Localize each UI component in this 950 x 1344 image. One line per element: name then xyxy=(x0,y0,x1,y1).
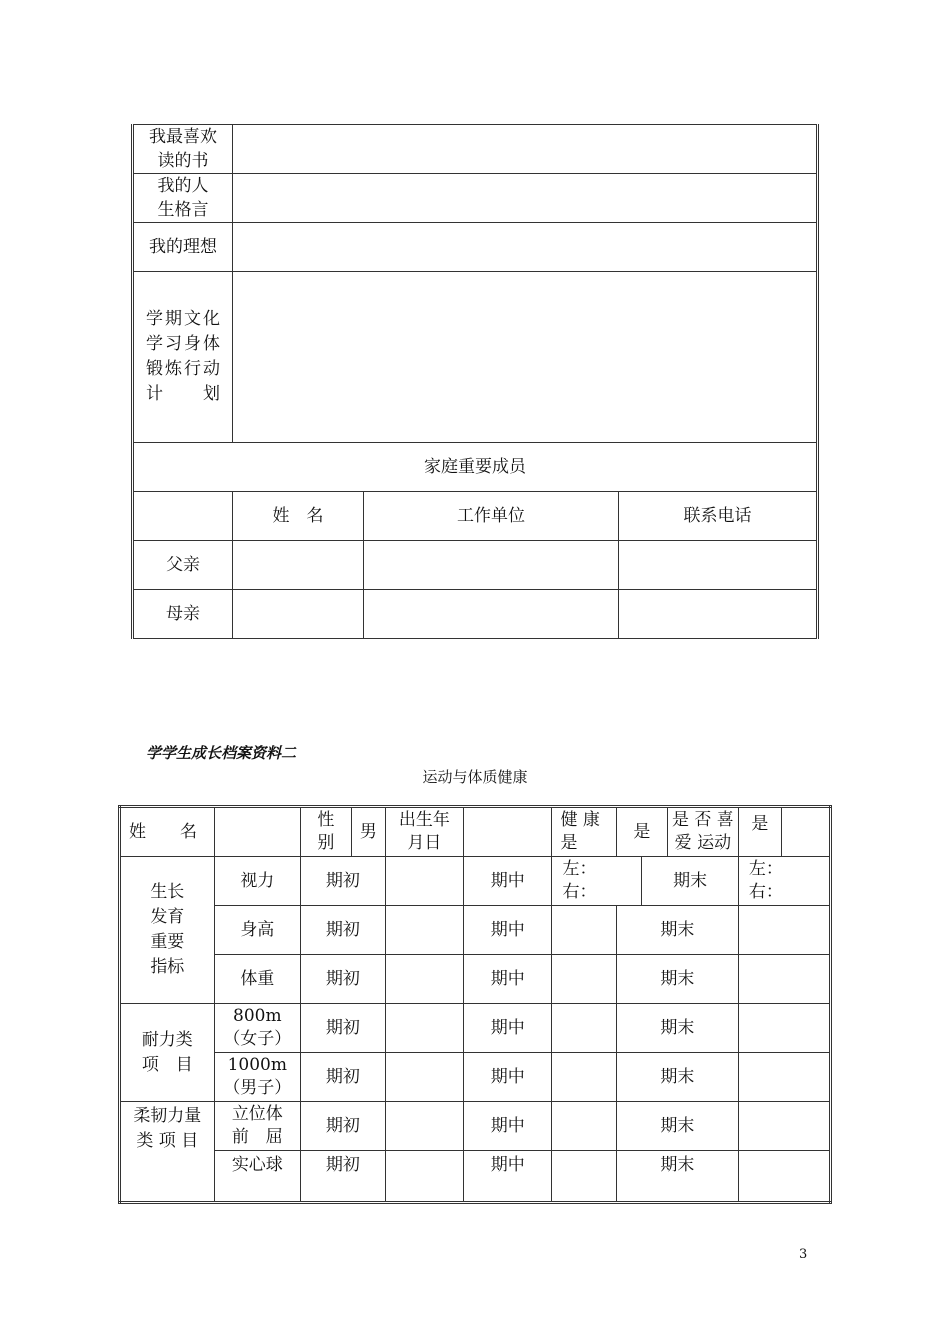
mother-phone-field[interactable] xyxy=(619,590,818,639)
col-name: 姓 名 xyxy=(233,492,364,541)
sitreach-early-field[interactable] xyxy=(385,1102,463,1151)
sitreach-label: 立位体前 屈 xyxy=(214,1102,300,1151)
personal-info-table xyxy=(131,124,819,639)
height-mid-label: 期中 xyxy=(463,906,551,955)
run1000-label: 1000m（男子） xyxy=(214,1053,300,1102)
gender-group xyxy=(301,807,386,857)
vision-mid-group xyxy=(552,857,738,906)
ball-early-field[interactable] xyxy=(385,1151,463,1203)
sitreach-mid-field[interactable] xyxy=(552,1102,616,1151)
sport-label: 是 否 喜 爱 运动 xyxy=(671,810,734,853)
run800-early-label: 期初 xyxy=(301,1004,386,1053)
run1000-early-field[interactable] xyxy=(385,1053,463,1102)
weight-label: 体重 xyxy=(214,955,300,1004)
run800-end-label: 期末 xyxy=(616,1004,738,1053)
vision-label: 视力 xyxy=(214,857,300,906)
sitreach-end-label: 期末 xyxy=(616,1102,738,1151)
section-subtitle: 运动与体质健康 xyxy=(422,768,528,786)
family-blank-cell xyxy=(133,492,233,541)
father-label: 父亲 xyxy=(133,541,233,590)
birth-field[interactable] xyxy=(463,807,551,857)
vision-mid-label: 期中 xyxy=(463,857,551,906)
height-early-field[interactable] xyxy=(385,906,463,955)
ball-mid-label: 期中 xyxy=(463,1151,551,1203)
ball-early-label: 期初 xyxy=(301,1151,386,1203)
growth-label: 生长发育重要指标 xyxy=(120,857,215,1004)
run800-early-field[interactable] xyxy=(385,1004,463,1053)
flex-label: 柔韧力量类 项 目 xyxy=(120,1102,215,1203)
health-label: 健 康 是 xyxy=(552,807,616,857)
mother-work-field[interactable] xyxy=(364,590,619,639)
name-label: 姓 名 xyxy=(120,807,215,857)
plan-field[interactable] xyxy=(233,272,818,443)
vision-mid-left-right[interactable]: 左：右： xyxy=(552,857,642,905)
run1000-mid-field[interactable] xyxy=(552,1053,616,1102)
mother-name-field[interactable] xyxy=(233,590,364,639)
name-field[interactable] xyxy=(214,807,300,857)
col-phone: 联系电话 xyxy=(619,492,818,541)
father-name-field[interactable] xyxy=(233,541,364,590)
height-label: 身高 xyxy=(214,906,300,955)
section-title: 学学生成长档案资料二 xyxy=(146,744,297,762)
ideal-label: 我的理想 xyxy=(133,223,233,272)
sport-value-group xyxy=(738,807,830,857)
father-phone-field[interactable] xyxy=(619,541,818,590)
sport-value: 是 xyxy=(739,808,782,856)
run800-mid-label: 期中 xyxy=(463,1004,551,1053)
col-work: 工作单位 xyxy=(364,492,619,541)
fav-book-label: 我最喜欢读的书 xyxy=(133,125,233,174)
run800-label: 800m（女子） xyxy=(214,1004,300,1053)
endurance-label: 耐力类项 目 xyxy=(120,1004,215,1102)
motto-field[interactable] xyxy=(233,174,818,223)
weight-mid-label: 期中 xyxy=(463,955,551,1004)
ball-mid-field[interactable] xyxy=(552,1151,616,1203)
gender-value: 男 xyxy=(359,822,377,842)
gender-label: 性别 xyxy=(301,808,352,856)
height-end-label: 期末 xyxy=(616,906,738,955)
family-header: 家庭重要成员 xyxy=(133,443,818,492)
health-value-group xyxy=(616,807,738,857)
vision-early-field[interactable] xyxy=(385,857,463,906)
run800-end-field[interactable] xyxy=(738,1004,830,1053)
birth-label: 出生年月日 xyxy=(385,807,463,857)
sitreach-early-label: 期初 xyxy=(301,1102,386,1151)
plan-label: 学期文化学习身体锻炼行动计 划 xyxy=(133,272,233,443)
run1000-early-label: 期初 xyxy=(301,1053,386,1102)
page-number: 3 xyxy=(799,1247,808,1262)
fav-book-field[interactable] xyxy=(233,125,818,174)
height-mid-field[interactable] xyxy=(552,906,616,955)
vision-end-label: 期末 xyxy=(673,871,708,891)
ideal-field[interactable] xyxy=(233,223,818,272)
run1000-end-field[interactable] xyxy=(738,1053,830,1102)
ball-end-label: 期末 xyxy=(616,1151,738,1203)
ball-end-field[interactable] xyxy=(738,1151,830,1203)
run1000-end-label: 期末 xyxy=(616,1053,738,1102)
weight-mid-field[interactable] xyxy=(552,955,616,1004)
sports-health-table xyxy=(118,805,832,1204)
height-early-label: 期初 xyxy=(301,906,386,955)
ball-label: 实心球 xyxy=(214,1151,300,1203)
vision-end-left-right[interactable]: 左：右： xyxy=(738,857,830,906)
weight-end-label: 期末 xyxy=(616,955,738,1004)
weight-end-field[interactable] xyxy=(738,955,830,1004)
vision-early-label: 期初 xyxy=(301,857,386,906)
weight-early-field[interactable] xyxy=(385,955,463,1004)
health-value: 是 xyxy=(617,808,668,856)
height-end-field[interactable] xyxy=(738,906,830,955)
sitreach-end-field[interactable] xyxy=(738,1102,830,1151)
motto-label: 我的人生格言 xyxy=(133,174,233,223)
mother-label: 母亲 xyxy=(133,590,233,639)
sitreach-mid-label: 期中 xyxy=(463,1102,551,1151)
weight-early-label: 期初 xyxy=(301,955,386,1004)
father-work-field[interactable] xyxy=(364,541,619,590)
run800-mid-field[interactable] xyxy=(552,1004,616,1053)
run1000-mid-label: 期中 xyxy=(463,1053,551,1102)
